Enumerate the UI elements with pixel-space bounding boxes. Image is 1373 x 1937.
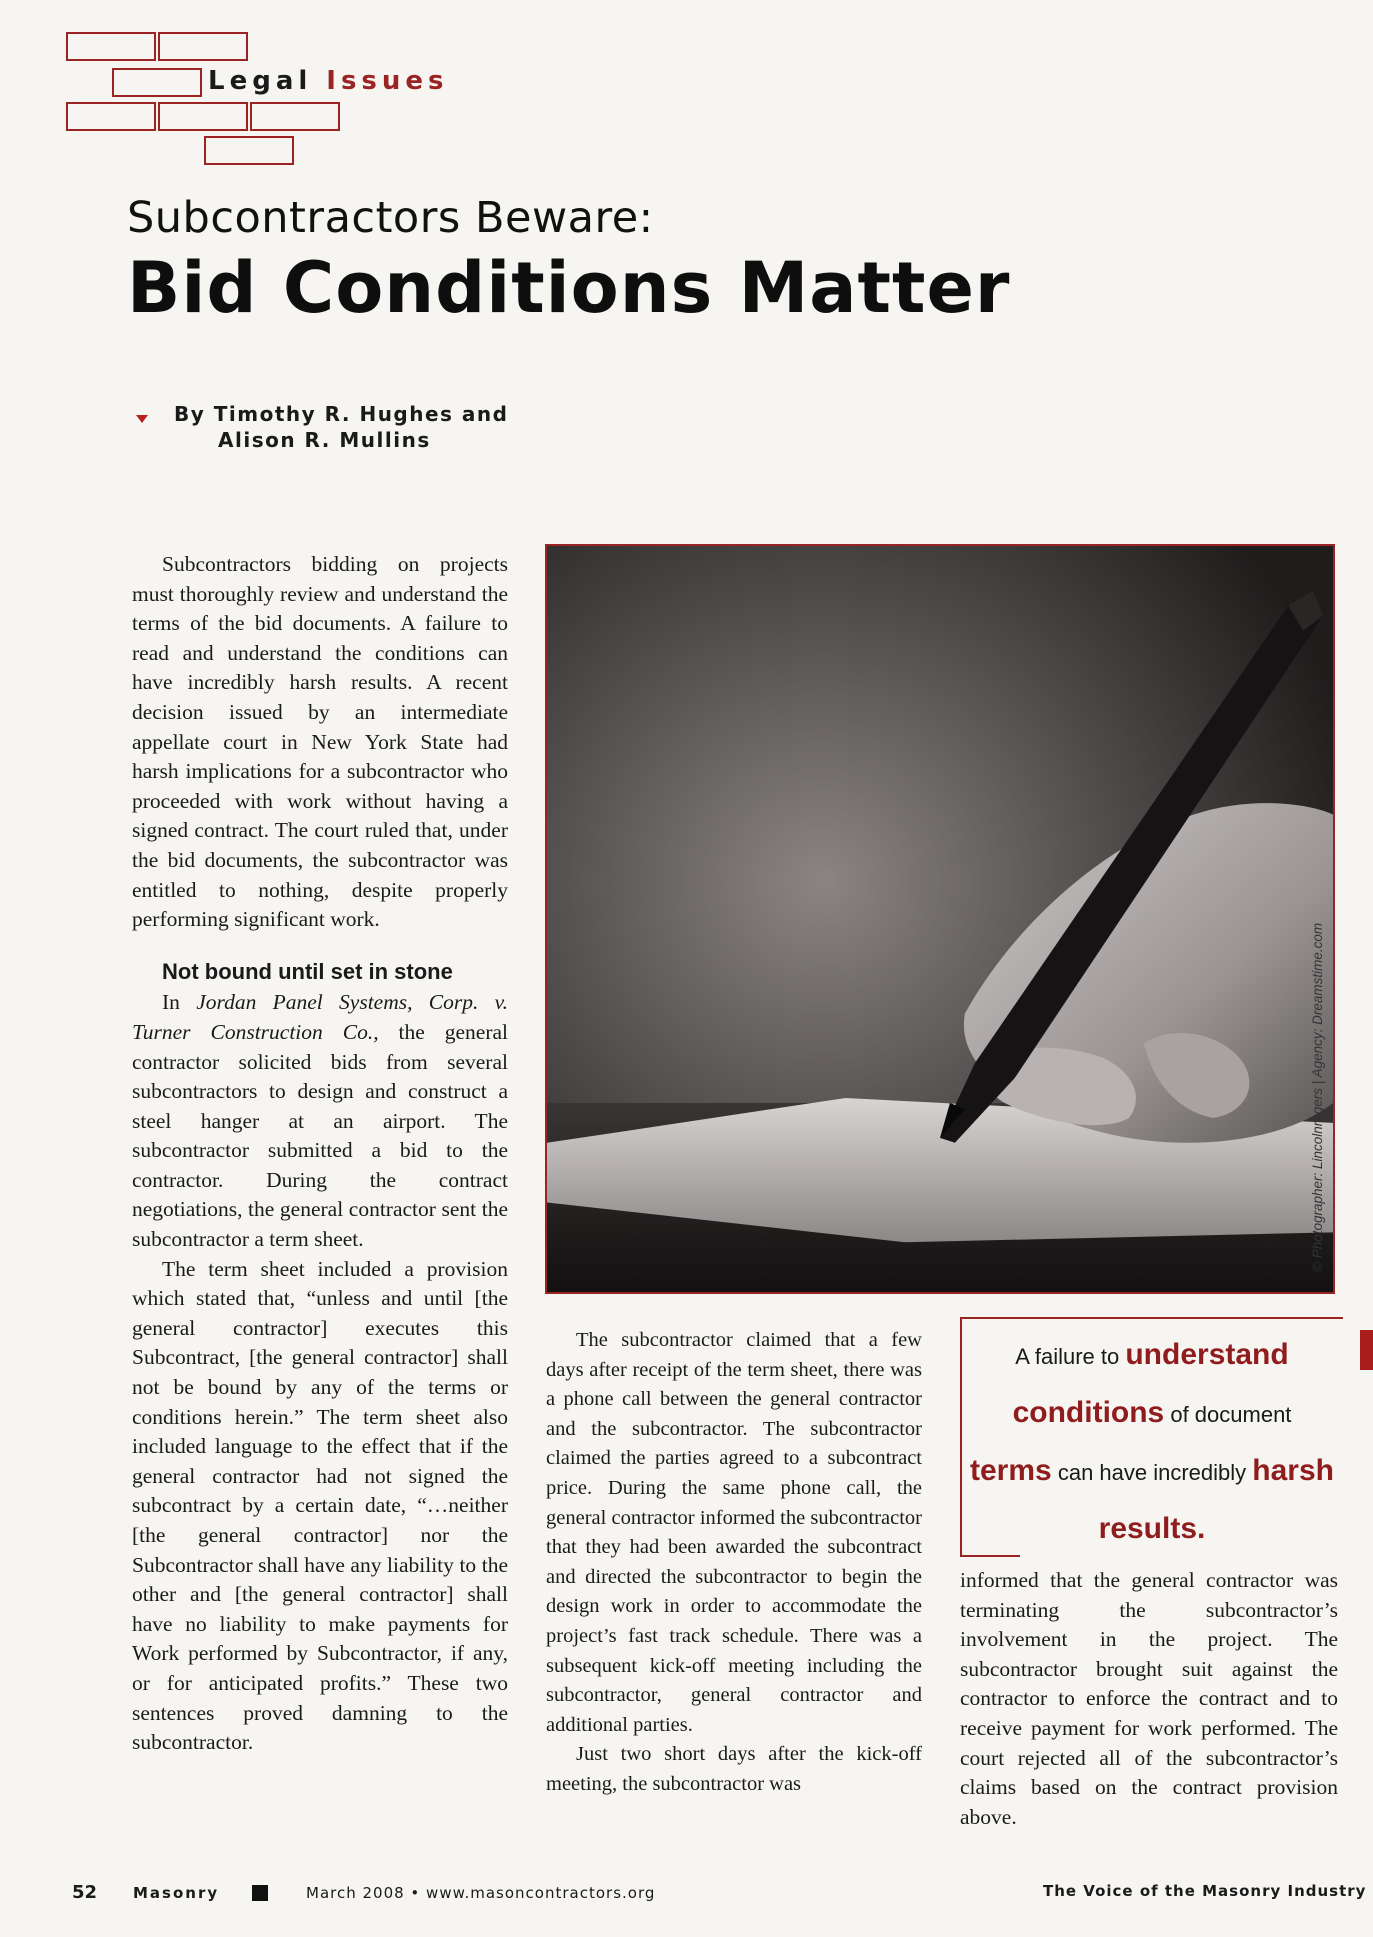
brick <box>204 136 294 165</box>
column-left <box>132 550 508 1758</box>
brick <box>158 102 248 131</box>
byline <box>174 401 508 453</box>
brick <box>250 102 340 131</box>
hand-writing-photo <box>545 544 1335 1294</box>
square-bullet-icon <box>252 1885 268 1901</box>
publication-name: Masonry <box>133 1884 220 1902</box>
intro-paragraph: Subcontractors bidding on projects must thoroughly review and understand the terms of the bid documents. A failure to read and understand the conditions can have incredibly harsh results. A recent decision issued by an intermediate appellate court in New York State had harsh implications for a subcontractor who proceeded with work without having a signed contract. The court ruled that, under the bid documents, the subcontractor was entitled to nothing, despite properly performing significant work. <box>132 552 508 932</box>
case-lead: In <box>162 990 197 1015</box>
byline-line-1: By Timothy R. Hughes and <box>174 402 509 426</box>
column-middle <box>546 1326 922 1800</box>
section-label <box>208 66 449 96</box>
article-kicker: Subcontractors Beware: <box>127 193 654 243</box>
brick <box>112 68 202 97</box>
pullquote <box>960 1317 1344 1557</box>
page-number: 52 <box>72 1882 98 1903</box>
issue-info: March 2008 • www.masoncontractors.org <box>306 1884 656 1902</box>
pullquote-em-results: results. <box>1098 1512 1206 1545</box>
brick <box>158 32 248 61</box>
pullquote-em-harsh: harsh <box>1252 1454 1334 1487</box>
brick <box>66 32 156 61</box>
subhead: Not bound until set in stone <box>162 958 453 984</box>
page-footer <box>0 1880 1373 1910</box>
article-headline: Bid Conditions Matter <box>127 247 1011 329</box>
pullquote-text-3: can have incredibly <box>1051 1460 1253 1485</box>
byline-arrow-icon <box>136 415 148 423</box>
section-word-legal: Legal <box>208 66 313 96</box>
brick <box>66 102 156 131</box>
term-sheet-paragraph: The term sheet included a provision which stated that, “unless and until [the general contractor] executes this Subcontract, [the general contractor] shall not be bound by any of the terms or conditions herein.” The term sheet also included language to the effect that if the general contractor had not signed the subcontract by a certain date, “…neither [the general contractor] nor the Subcontractor shall have any liability to the other and [the general contractor] shall have no liability to make payments for Work performed by Subcontractor, if any, or for anticipated profits.” These two sentences proved damning to the subcontractor. <box>132 1256 508 1755</box>
case-body: the general contractor solicited bids from several subcontractors to design and construct a steel hanger at an airport. The subcontractor submitted a bid to the contractor. During the contract negotiations, the general contractor sent the subcontractor a term sheet. <box>132 1019 508 1252</box>
pullquote-text <box>960 1327 1344 1559</box>
section-brick-logo <box>66 32 356 167</box>
outcome-paragraph: informed that the general contractor was terminating the subcontractor’s involvement in the project. The subcontractor brought suit against the contractor to enforce the contract and to receive payment for work performed. The court rejected all of the subcontractor’s claims based on the contract provision above. <box>960 1568 1338 1829</box>
photo-illustration <box>547 546 1333 1292</box>
case-paragraph <box>132 988 508 1254</box>
pullquote-em-conditions: conditions <box>1012 1396 1165 1429</box>
phone-call-paragraph: The subcontractor claimed that a few days after receipt of the term sheet, there was a phone call between the general contractor and the subcontractor. The subcontractor claimed the parties agreed to a subcontract price. During the same phone call, the general contractor informed the subcontractor that they had been awarded the subcontract and directed the subcontractor to begin the design work in order to accommodate the project’s fast track schedule. There was a subsequent kick-off meeting including the subcontractor, general contractor and additional parties. <box>546 1329 922 1736</box>
byline-line-2: Alison R. Mullins <box>218 428 431 452</box>
pullquote-text-2: of document <box>1164 1402 1292 1427</box>
case-citation: Jordan Panel Systems, Corp. v. Turner Construction Co., <box>132 990 508 1044</box>
pullquote-em-terms: terms <box>970 1454 1052 1487</box>
photo-credit: © Photographer: Lincolnrogers | Agency: Dreamstime.com <box>1310 922 1325 1272</box>
pullquote-text-1: A failure to <box>1015 1344 1126 1369</box>
page-edge-tab <box>1360 1330 1373 1370</box>
column-right <box>960 1566 1338 1832</box>
publication-tagline: The Voice of the Masonry Industry <box>1043 1882 1367 1900</box>
pullquote-em-understand: understand <box>1125 1338 1289 1371</box>
kickoff-paragraph: Just two short days after the kick-off meeting, the subcontractor was <box>546 1743 922 1795</box>
section-word-issues: Issues <box>326 66 449 96</box>
